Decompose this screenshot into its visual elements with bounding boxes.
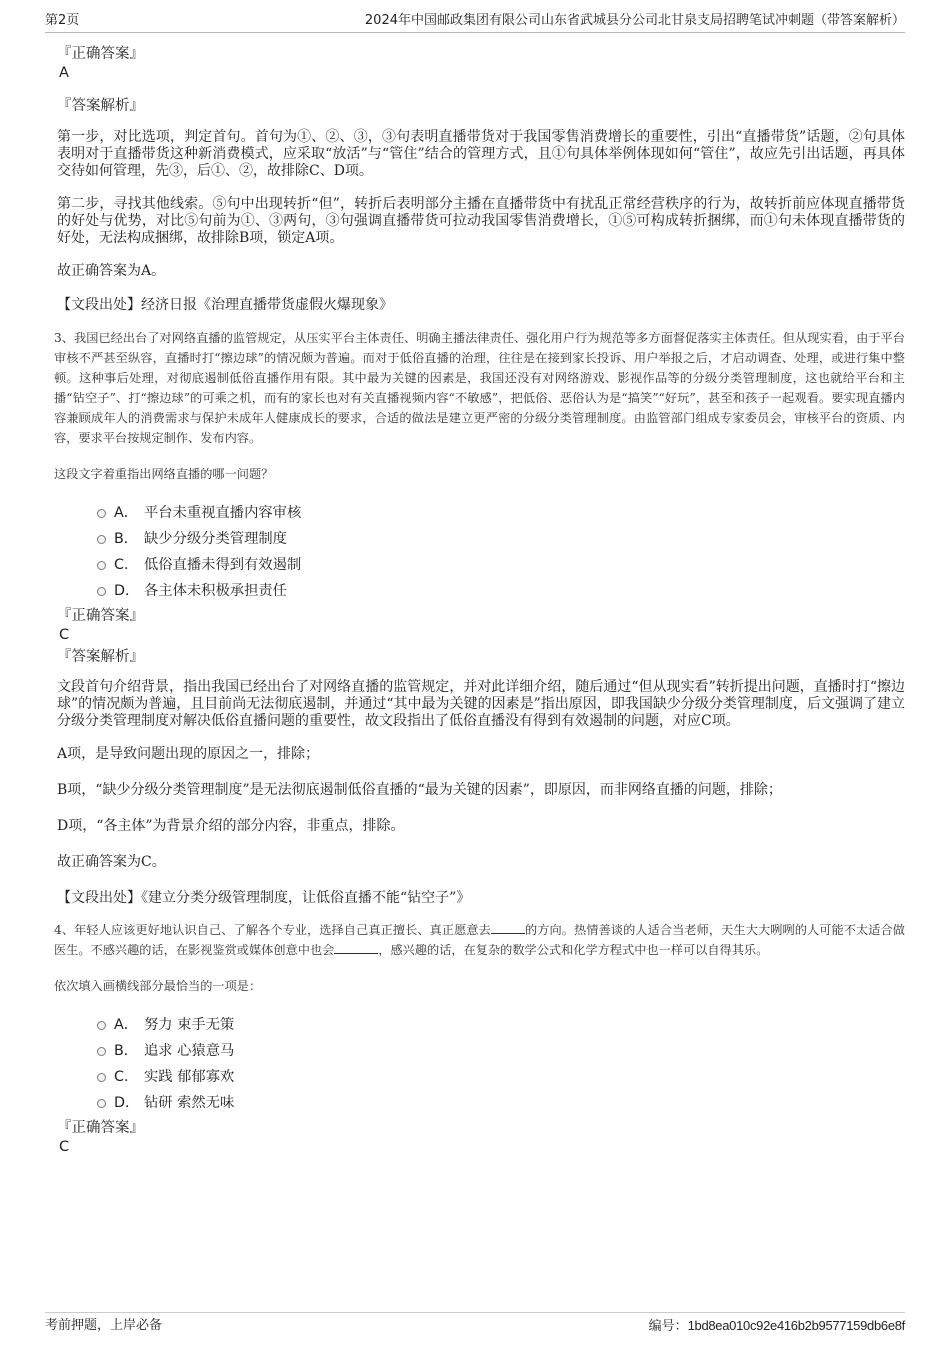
radio-icon[interactable] [97,587,106,596]
q3-conclusion: 故正确答案为C。 [57,854,166,870]
q4-passage: 4、年轻人应该更好地认识自己、了解各个专业，选择自己真正擅长、真正愿意去 的方向。热情善谈的人适合当老师，天生大大咧咧的人可能不太适合做医生。不感兴趣的话，在影视鉴赏或媒体创意中也会 ，感兴趣的话，在复杂的数学公式和化学方程式中也一样可以自得其乐。 [54,923,905,957]
q3-source: 【文段出处】《建立分类分级管理制度，让低俗直播不能“钻空子”》 [57,890,471,906]
page-footer [45,1312,905,1337]
correct-answer-label: 『正确答案』 [57,1120,144,1136]
q3-option-b[interactable]: B． 缺少分级分类管理制度 [57,526,905,552]
document-title: 2024年中国邮政集团有限公司山东省武城县分公司北甘泉支局招聘笔试冲刺题（带答案解析） [364,13,905,28]
fill-blank-2 [334,941,378,954]
q2-analysis-step1: 第一步，对比选项，判定首句。首句为①、②、③，③句表明直播带货对于我国零售消费增长的重要性，引出“直播带货”话题，②句具体表明对于直播带货这种新消费模式，应采取“放活”与“管住”结合的管理方式，且①句具体举例体现如何“管住”，故应先引出话题，再具体交待如何管理，先③，后①、②，故排除C、D项。 [57,129,905,179]
q2-analysis-step2: 第二步，寻找其他线索。⑤句中出现转折“但”，转折后表明部分主播在直播带货中有扰乱正常经营秩序的行为，故转折前应体现直播带货的好处与优势，对比⑤句前为①、③两句，③句强调直播带货可拉动我国零售消费增长，①⑤可构成转折捆绑，而①句未体现直播带货的好处，无法构成捆绑，故排除B项，锁定A项。 [57,196,905,246]
radio-icon[interactable] [97,1073,106,1082]
q3-question: 这段文字着重指出网络直播的哪一问题？ [54,467,274,481]
analysis-label: 『答案解析』 [57,649,144,665]
radio-icon[interactable] [97,509,106,518]
document-id: 编号：1bd8ea010c92e416b2b9577159db6e8f [648,1318,905,1334]
q4-option-c[interactable]: C． 实践 郁郁寡欢 [57,1064,905,1090]
radio-icon[interactable] [97,1021,106,1030]
radio-icon[interactable] [97,1099,106,1108]
q3-option-a[interactable]: A． 平台未重视直播内容审核 [57,500,905,526]
q3-options [57,500,905,604]
q3-option-c[interactable]: C． 低俗直播未得到有效遏制 [57,552,905,578]
correct-answer-label: 『正确答案』 [57,608,144,624]
radio-icon[interactable] [97,1047,106,1056]
q3-analysis-main: 文段首句介绍背景，指出我国已经出台了对网络直播的监管规定，并对此详细介绍，随后通过“但从现实看”转折提出问题，直播时打“擦边球”的情况颇为普遍，且目前尚无法彻底遏制，并通过“其中最为关键的因素是”指出原因，即我国缺少分级分类管理制度，后文强调了建立分级分类管理制度对解决低俗直播问题的重要性，故文段指出了低俗直播没有得到有效遏制的问题，对应C项。 [57,679,905,729]
q3-passage: 3、我国已经出台了对网络直播的监管规定，从压实平台主体责任、明确主播法律责任、强化用户行为规范等多方面督促落实主体责任。但从现实看，由于平台审核不严甚至纵容，直播时打“擦边球”的情况颇为普遍。而对于低俗直播的治理，往往是在接到家长投诉、用户举报之后，才启动调查、处理，或进行集中整顿。这种事后处理，对彻底遏制低俗直播作用有限。其中最为关键的因素是，我国还没有对网络游戏、影视作品等的分级分类管理制度，这也就给平台和主播“钻空子”、打“擦边球”的可乘之机，而有的家长也对有关直播视频内容“不敏感”，把低俗、恶俗认为是“搞笑”“好玩”，甚至和孩子一起观看。要实现直播内容兼顾成年人的消费需求与保护未成年人健康成长的要求，合适的做法是建立更严密的分级分类管理制度。由监管部门组成专家委员会，审核平台的资质、内容，要求平台按规定制作、发布内容。 [54,331,905,445]
q4-answer: C [59,1139,70,1155]
q3-analysis-b: B项，“缺少分级分类管理制度”是无法彻底遏制低俗直播的“最为关键的因素”，即原因，而非网络直播的问题，排除； [57,782,782,798]
page-header [45,12,905,33]
fill-blank-1 [491,921,525,934]
page-number: 第2页 [45,13,80,28]
q2-source: 【文段出处】经济日报《治理直播带货虚假火爆现象》 [57,297,393,313]
q4-question: 依次填入画横线部分最恰当的一项是： [54,979,262,993]
analysis-label: 『答案解析』 [57,98,144,114]
q3-answer: C [59,627,70,643]
correct-answer-label: 『正确答案』 [57,46,144,62]
radio-icon[interactable] [97,561,106,570]
page-content [54,44,905,1156]
q3-option-d[interactable]: D． 各主体未积极承担责任 [57,578,905,604]
radio-icon[interactable] [97,535,106,544]
q4-option-a[interactable]: A． 努力 束手无策 [57,1012,905,1038]
q3-analysis-d: D项，“各主体”为背景介绍的部分内容，非重点，排除。 [57,818,405,834]
q3-analysis-a: A项，是导致问题出现的原因之一，排除； [57,746,320,762]
q4-options [57,1012,905,1116]
footer-slogan: 考前押题，上岸必备 [45,1318,163,1333]
q4-option-b[interactable]: B． 追求 心猿意马 [57,1038,905,1064]
q2-answer: A [59,65,69,81]
q4-option-d[interactable]: D． 钻研 索然无味 [57,1090,905,1116]
q2-conclusion: 故正确答案为A。 [57,263,166,279]
